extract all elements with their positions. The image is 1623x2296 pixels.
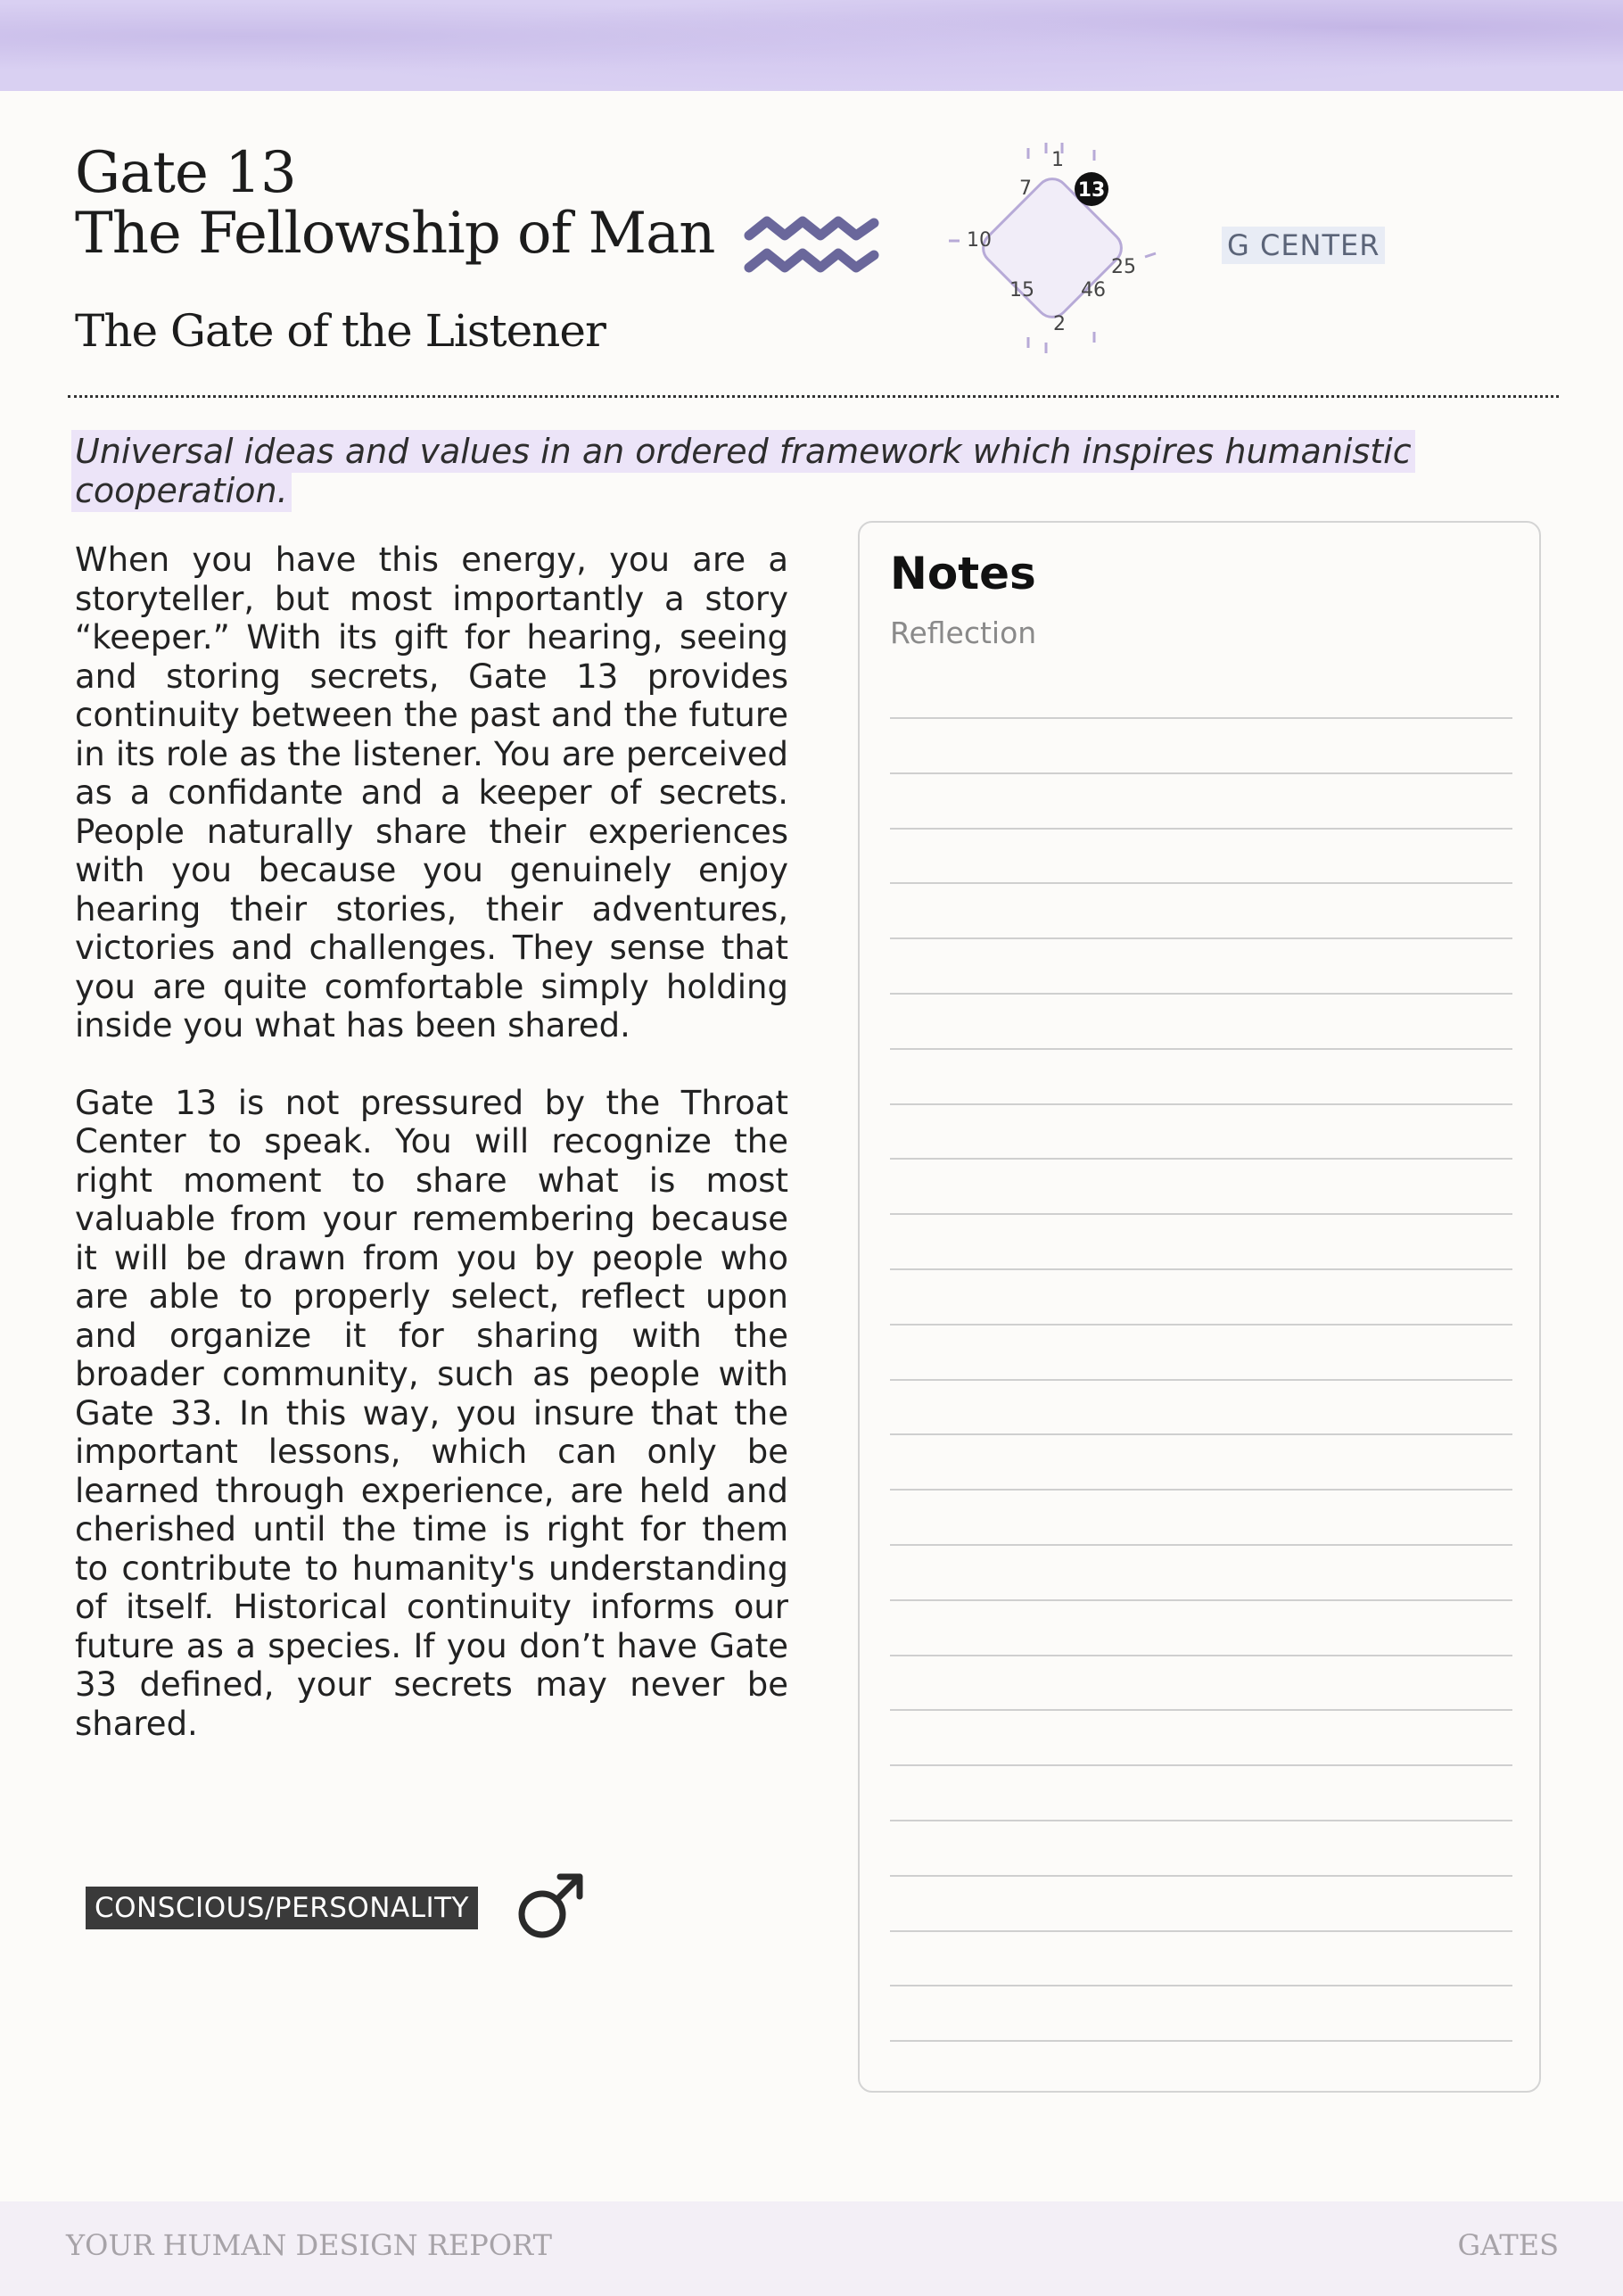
dotted-divider (68, 395, 1559, 398)
notes-line[interactable] (890, 1379, 1512, 1433)
notes-line[interactable] (890, 1930, 1512, 1984)
notes-line[interactable] (890, 993, 1512, 1046)
gate-label-25: 25 (1111, 256, 1136, 278)
conscious-personality-tag: CONSCIOUS/PERSONALITY (86, 1887, 478, 1929)
notes-line[interactable] (890, 1599, 1512, 1653)
description-paragraph-1: When you have this energy, you are a storyteller, but most importantly a story “keeper.” With its gift for hearing, seeing and storing secrets, Gate 13 provides continuity between the past and the future in its role as the listener. You are perceived as a confidante and a keeper of secrets. People naturally share their experiences with you because you genuinely enjoy hearing their stories, their adventures, victories and challenges. They sense that you are quite comfortable simply holding inside you what has been shared. (75, 541, 788, 1045)
description-paragraph-2: Gate 13 is not pressured by the Throat Center to speak. You will recognize the right moment to share what is most valuable from your remembering because it will be drawn from you by people who are able to properly select, reflect upon and organize it for sharing with the broader community, such as people with Gate 33. In this way, you insure that the important lessons, which can only be learned through experience, are held and cherished until the time is right for them to contribute to humanity's understanding of itself. Historical continuity informs our future as a species. If you don’t have Gate 33 defined, your secrets may never be shared. (75, 1083, 788, 1743)
notes-writing-area[interactable] (890, 717, 1512, 2095)
notes-line[interactable] (890, 937, 1512, 991)
gate-keynote-quote (71, 432, 1480, 510)
notes-line[interactable] (890, 772, 1512, 826)
activation-tags (86, 1870, 587, 1946)
notes-line[interactable] (890, 717, 1512, 771)
notes-line[interactable] (890, 1985, 1512, 2038)
notes-line[interactable] (890, 828, 1512, 881)
quote-text: Universal ideas and values in an ordered framework which inspires humanistic cooperation. (71, 430, 1415, 512)
footer-section-name: GATES (1457, 2228, 1559, 2262)
notes-line[interactable] (890, 1709, 1512, 1763)
notes-card (858, 521, 1541, 2093)
footer-report-title: YOUR HUMAN DESIGN REPORT (66, 2228, 552, 2262)
g-center-bodygraph (945, 141, 1159, 359)
notes-line[interactable] (890, 1213, 1512, 1267)
gate-description (75, 541, 788, 1781)
male-symbol-icon (514, 1870, 587, 1946)
gate-label-13-active: 13 (1077, 179, 1106, 202)
gate-label-1: 1 (1051, 149, 1064, 171)
gate-number: Gate 13 (75, 140, 296, 206)
header-watercolor-band (0, 0, 1623, 91)
gate-subtitle: The Gate of the Listener (75, 305, 606, 357)
notes-line[interactable] (890, 1324, 1512, 1377)
notes-line[interactable] (890, 882, 1512, 936)
notes-line[interactable] (890, 1764, 1512, 1818)
page-footer (0, 2201, 1623, 2296)
gate-name: The Fellowship of Man (75, 201, 715, 267)
title-block (75, 140, 715, 267)
gate-label-15: 15 (1009, 279, 1034, 301)
notes-title: Notes (890, 548, 1036, 599)
center-badge: G CENTER (1222, 227, 1385, 264)
notes-line[interactable] (890, 1268, 1512, 1322)
notes-line[interactable] (890, 1544, 1512, 1598)
notes-line[interactable] (890, 1820, 1512, 1873)
gate-label-7: 7 (1019, 178, 1032, 200)
notes-line[interactable] (890, 1655, 1512, 1708)
aquarius-icon (744, 212, 879, 285)
gate-label-46: 46 (1081, 279, 1106, 301)
gate-label-10: 10 (967, 229, 992, 252)
notes-line[interactable] (890, 1103, 1512, 1157)
notes-line[interactable] (890, 2040, 1512, 2094)
gate-label-2: 2 (1053, 313, 1066, 335)
notes-line[interactable] (890, 1489, 1512, 1542)
notes-subtitle: Reflection (890, 615, 1037, 650)
notes-line[interactable] (890, 1875, 1512, 1928)
notes-line[interactable] (890, 1048, 1512, 1102)
notes-line[interactable] (890, 1433, 1512, 1487)
notes-line[interactable] (890, 1158, 1512, 1211)
